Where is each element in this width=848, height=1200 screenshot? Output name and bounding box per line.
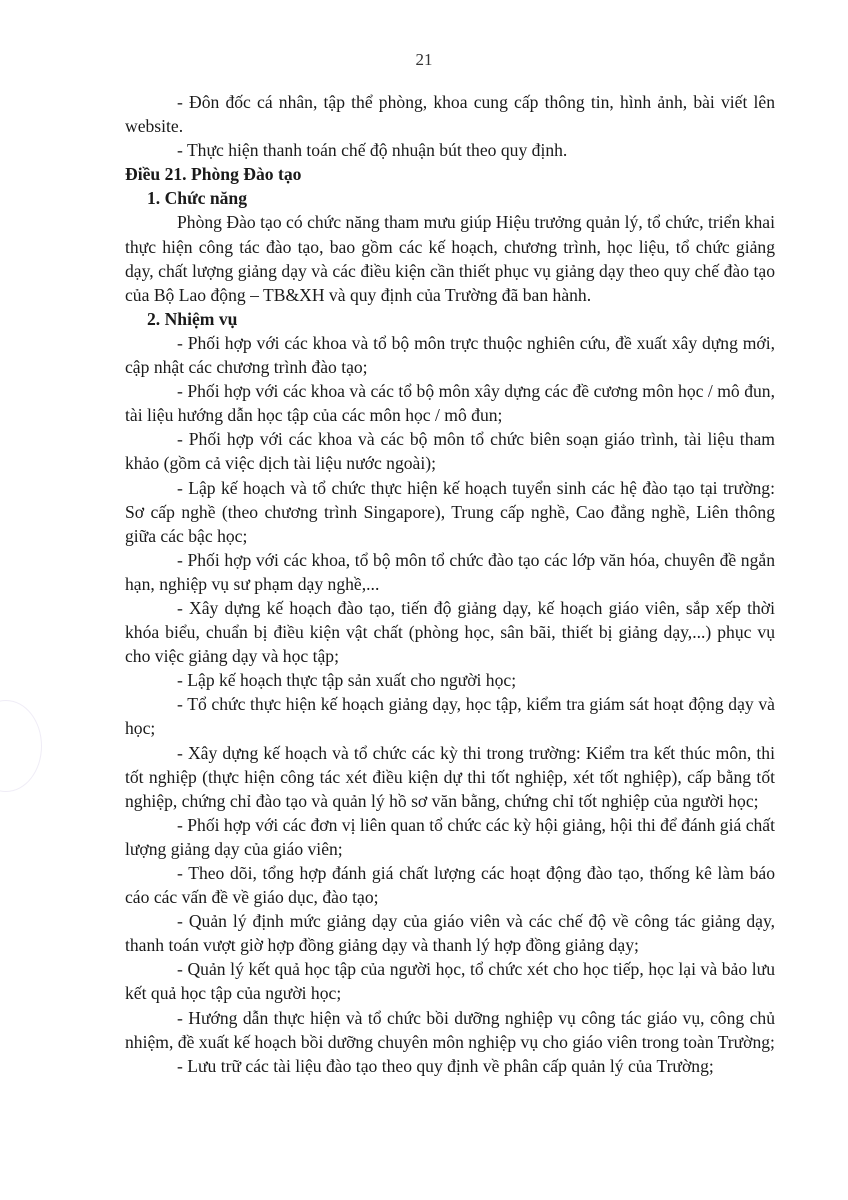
faded-stamp-mark [0, 700, 42, 792]
list-item: - Thực hiện thanh toán chế độ nhuận bút theo quy định. [177, 140, 568, 161]
duty-item: - Xây dựng kế hoạch và tổ chức các kỳ thi trong trường: Kiểm tra kết thúc môn, thi tốt nghiệp (thực hiện công tác xét điều kiện dự thi tốt nghiệp, xét tốt nghiệp), cấp bằng tốt nghiệp, chứng chỉ đào tạo và quản lý hồ sơ văn bằng, chứng chỉ tốt nghiệp của người học; [125, 742, 775, 811]
duty-item: - Xây dựng kế hoạch đào tạo, tiến độ giảng dạy, kế hoạch giáo viên, sắp xếp thời khóa biểu, chuẩn bị điều kiện vật chất (phòng học, sân bãi, thiết bị giảng dạy,...) phục vụ cho việc giảng dạy và học tập; [125, 597, 775, 667]
duties-heading: 2. Nhiệm vụ [147, 308, 238, 329]
function-heading: 1. Chức năng [147, 188, 248, 209]
duty-item: - Lập kế hoạch và tổ chức thực hiện kế hoạch tuyển sinh các hệ đào tạo tại trường: Sơ cấp nghề (theo chương trình Singapore), Trung cấp nghề, Cao đẳng nghề, Liên thông giữa các bậc học; [125, 477, 775, 546]
duty-item: - Quản lý kết quả học tập của người học, tổ chức xét cho học tiếp, học lại và bảo lưu kết quả học tập của người học; [125, 959, 775, 1004]
duty-item: - Phối hợp với các khoa và các tổ bộ môn xây dựng các đề cương môn học / mô đun, tài liệu hướng dẫn học tập của các môn học / mô đun; [125, 381, 775, 426]
list-item: - Đôn đốc cá nhân, tập thể phòng, khoa cung cấp thông tin, hình ảnh, bài viết lên website. [125, 92, 775, 137]
duty-item: - Quản lý định mức giảng dạy của giáo viên và các chế độ về công tác giảng dạy, thanh toán vượt giờ hợp đồng giảng dạy và thanh lý hợp đồng giảng dạy; [125, 911, 775, 956]
duty-item: - Lập kế hoạch thực tập sản xuất cho người học; [177, 670, 517, 691]
duty-item: - Phối hợp với các khoa và các bộ môn tổ chức biên soạn giáo trình, tài liệu tham khảo (gồm cả việc dịch tài liệu nước ngoài); [125, 429, 775, 474]
page-content [125, 90, 775, 1078]
duty-item: - Tổ chức thực hiện kế hoạch giảng dạy, học tập, kiểm tra giám sát hoạt động dạy và học; [125, 694, 775, 739]
function-paragraph: Phòng Đào tạo có chức năng tham mưu giúp Hiệu trưởng quản lý, tổ chức, triển khai thực hiện công tác đào tạo, bao gồm các kế hoạch, chương trình, học liệu, tổ chức giảng dạy, chất lượng giảng dạy và các điều kiện cần thiết phục vụ giảng dạy theo quy chế đào tạo của Bộ Lao động – TB&XH và quy định của Trường đã ban hành. [125, 212, 775, 305]
duty-item: - Lưu trữ các tài liệu đào tạo theo quy định về phân cấp quản lý của Trường; [177, 1055, 714, 1076]
duty-item: - Phối hợp với các đơn vị liên quan tổ chức các kỳ hội giảng, hội thi để đánh giá chất lượng giảng dạy của giáo viên; [125, 814, 775, 859]
duty-item: - Theo dõi, tổng hợp đánh giá chất lượng các hoạt động đào tạo, thống kê làm báo cáo các vấn đề về giáo dục, đào tạo; [125, 863, 775, 908]
article-title: Điều 21. Phòng Đào tạo [125, 164, 302, 185]
page-number: 21 [415, 50, 433, 69]
duty-item: - Phối hợp với các khoa, tổ bộ môn tổ chức đào tạo các lớp văn hóa, chuyên đề ngắn hạn, nghiệp vụ sư phạm dạy nghề,... [125, 549, 775, 594]
duty-item: - Phối hợp với các khoa và tổ bộ môn trực thuộc nghiên cứu, đề xuất xây dựng mới, cập nhật các chương trình đào tạo; [125, 332, 775, 378]
duty-item: - Hướng dẫn thực hiện và tổ chức bồi dưỡng nghiệp vụ công tác giáo vụ, công chủ nhiệm, đề xuất kế hoạch bồi dưỡng chuyên môn nghiệp vụ cho giáo viên trong toàn Trường; [125, 1007, 775, 1052]
